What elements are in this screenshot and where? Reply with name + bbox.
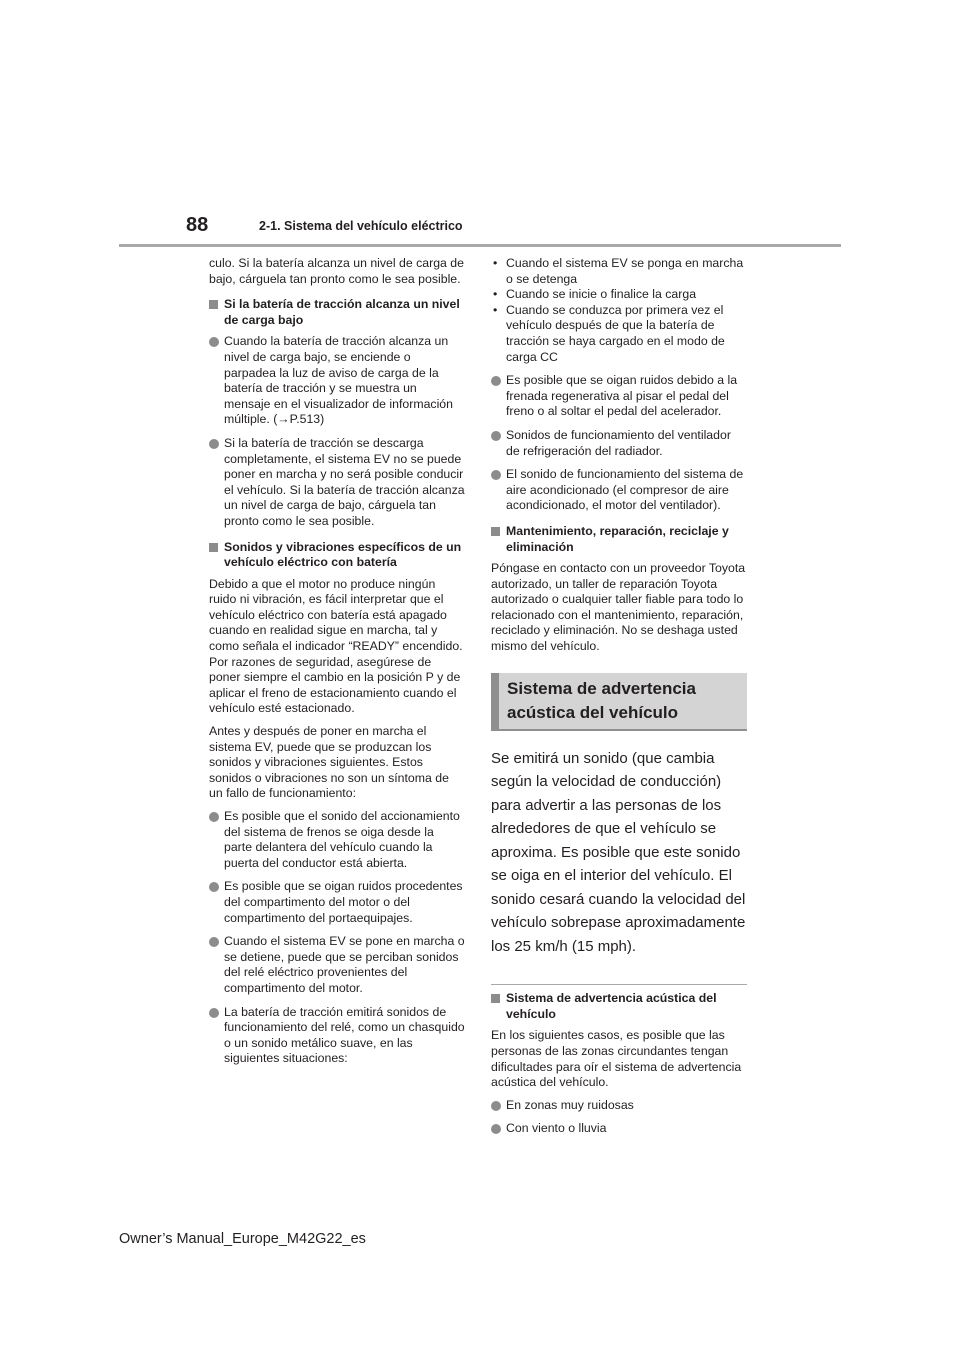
square-bullet-icon: [491, 527, 500, 536]
paragraph: En los siguientes casos, es posible que las personas de las zonas circundantes tengan dificultades para oír el sistema de advertencia acústica del vehículo.: [491, 1028, 742, 1090]
paragraph: Antes y después de poner en marcha el sistema EV, puede que se produzcan los sonidos y vibraciones siguientes. Estos sonidos o vibraciones no son un síntoma de un fallo de funcionamiento:: [209, 724, 449, 801]
lead-paragraph: Se emitirá un sonido (que cambia según la velocidad de conducción) para advertir a las personas de los alrededores de que el vehículo se aproxima. Es posible que este sonido se oiga en el interior del vehículo. El sonido cesará cuando la velocidad del vehículo sobrepase aproximadamente los 25 km/h (15 mph).: [491, 749, 746, 955]
circle-bullet-icon: [209, 812, 219, 822]
bullet-item: Es posible que se oigan ruidos procedentes del compartimento del motor o del compartimento del portaequipajes.: [209, 879, 465, 926]
circle-bullet-icon: [491, 470, 501, 480]
square-bullet-icon: [491, 994, 500, 1003]
square-bullet-icon: [209, 543, 218, 552]
section-heading: Sonidos y vibraciones específicos de un vehículo eléctrico con batería: [209, 540, 465, 571]
right-column: [491, 256, 747, 1145]
circle-bullet-icon: [491, 1101, 501, 1111]
bullet-item: Sonidos de funcionamiento del ventilador de refrigeración del radiador.: [491, 428, 747, 459]
dash-bullet-icon: •: [493, 256, 498, 270]
left-column: [209, 256, 465, 1075]
intro-paragraph: culo. Si la batería alcanza un nivel de carga de bajo, cárguela tan pronto como le sea posible.: [209, 256, 464, 286]
circle-bullet-icon: [491, 1124, 501, 1134]
section-banner: Sistema de advertencia acústica del vehículo: [491, 673, 747, 731]
bullet-item: En zonas muy ruidosas: [491, 1098, 747, 1114]
dash-item: • Cuando el sistema EV se ponga en marcha o se detenga: [493, 256, 744, 286]
bullet-item: Es posible que el sonido del accionamiento del sistema de frenos se oiga desde la parte delantera del vehículo cuando la puerta del conductor está abierta.: [209, 809, 465, 871]
paragraph: Debido a que el motor no produce ningún ruido ni vibración, es fácil interpretar que el vehículo eléctrico con batería está apagado cuando en realidad sigue en marcha, tal y como señala el indicador “READY” encendido. Por razones de seguridad, asegúrese de poner siempre el cambio en la posición P y de aplicar el freno de estacionamiento cuando el vehículo esté estacionado.: [209, 576, 463, 716]
circle-bullet-icon: [209, 1008, 219, 1018]
dash-item: • Cuando se conduzca por primera vez el vehículo después de que la batería de tracción se haya cargado en el modo de carga CC: [493, 302, 725, 364]
circle-bullet-icon: [491, 376, 501, 386]
bullet-item: Es posible que se oigan ruidos debido a la frenada regenerativa al pisar el pedal del freno o al soltar el pedal del acelerador.: [491, 373, 747, 420]
circle-bullet-icon: [209, 337, 219, 347]
section-title: 2-1. Sistema del vehículo eléctrico: [259, 219, 463, 233]
bullet-item: La batería de tracción emitirá sonidos de funcionamiento del relé, como un chasquido o un sonido metálico suave, en las siguientes situaciones:: [209, 1005, 465, 1067]
paragraph: Póngase en contacto con un proveedor Toyota autorizado, un taller de reparación Toyota autorizado o cualquier taller fiable para todo lo relacionado con el mantenimiento, reparación, reciclado y eliminación. No se deshaga usted mismo del vehículo.: [491, 561, 746, 654]
bullet-item: El sonido de funcionamiento del sistema de aire acondicionado (el compresor de aire acondicionado, el motor del ventilador).: [491, 467, 747, 514]
divider: [491, 984, 747, 985]
bullet-item: Con viento o lluvia: [491, 1121, 747, 1137]
circle-bullet-icon: [209, 882, 219, 892]
square-bullet-icon: [209, 300, 218, 309]
section-heading: Mantenimiento, reparación, reciclaje y eliminación: [491, 524, 747, 555]
footer-text: Owner’s Manual_Europe_M42G22_es: [119, 1231, 366, 1247]
dash-item: • Cuando se inicie o finalice la carga: [493, 287, 697, 302]
header-rule: [119, 244, 841, 247]
bullet-item: Si la batería de tracción se descarga completamente, el sistema EV no se puede poner en marcha y no será posible conducir el vehículo. Si la batería de tracción alcanza un nivel de carga de bajo, cárguela tan pronto como le sea posible.: [209, 436, 465, 530]
circle-bullet-icon: [209, 937, 219, 947]
circle-bullet-icon: [209, 439, 219, 449]
dash-list: [491, 256, 747, 365]
dash-bullet-icon: •: [493, 287, 498, 302]
bullet-item: Cuando la batería de tracción alcanza un nivel de carga bajo, se enciende o parpadea la luz de aviso de carga de la batería de tracción y se muestra un mensaje en el visualizador de información múltiple. (→P.513): [209, 334, 465, 428]
circle-bullet-icon: [491, 431, 501, 441]
section-heading: Sistema de advertencia acústica del vehículo: [491, 991, 747, 1022]
bullet-item: Cuando el sistema EV se pone en marcha o se detiene, puede que se perciban sonidos del relé eléctrico provenientes del compartimento del motor.: [209, 934, 465, 996]
dash-bullet-icon: •: [493, 302, 498, 317]
section-heading: Si la batería de tracción alcanza un nivel de carga bajo: [209, 297, 465, 328]
page-number: 88: [186, 214, 209, 236]
